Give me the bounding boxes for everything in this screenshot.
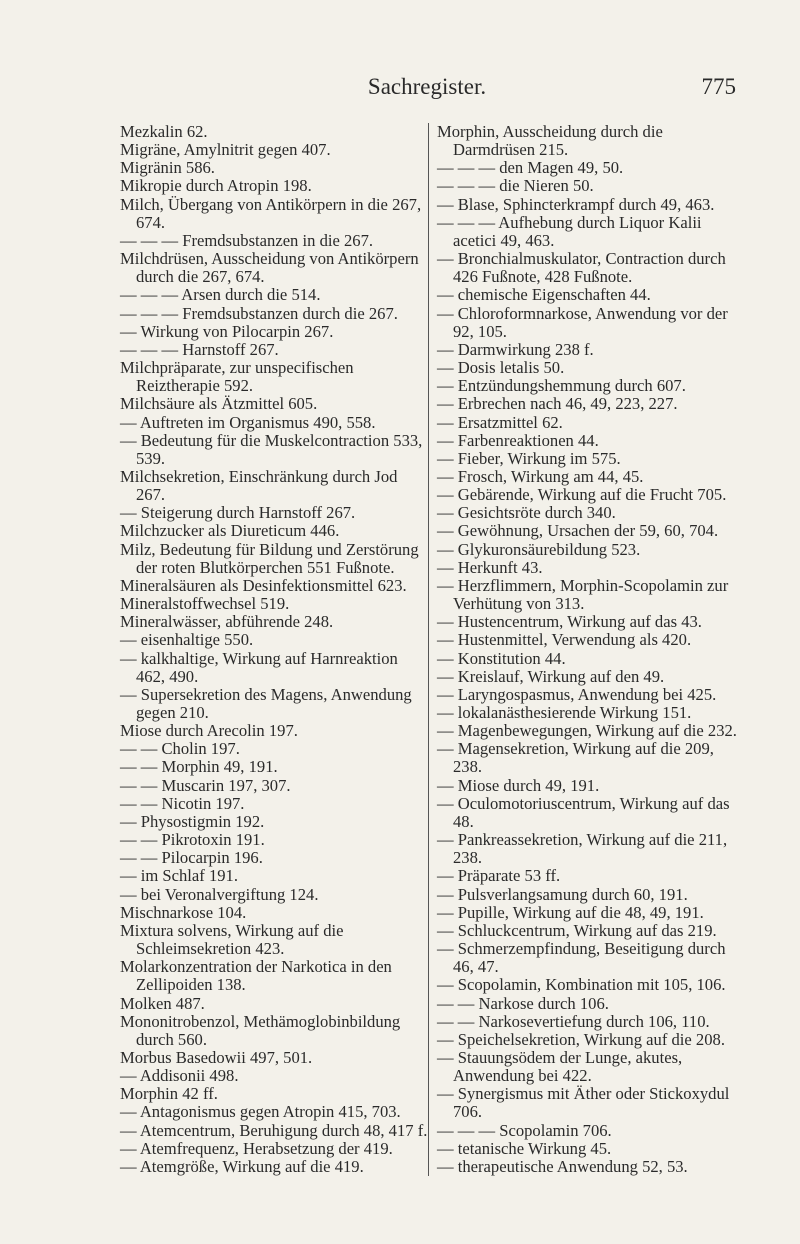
index-entry: — Scopolamin, Kombination mit 105, 106. — [437, 975, 726, 995]
index-entry: — — — Harnstoff 267. — [120, 339, 279, 359]
index-entry: — Gewöhnung, Ursachen der 59, 60, 704. — [437, 521, 719, 541]
index-entry: — Konstitution 44. — [437, 648, 566, 668]
index-entry: — Bedeutung für die Muskelcontraction 533, 539. — [120, 430, 423, 468]
index-entry: — — — Fremdsubstanzen durch die 267. — [120, 303, 398, 323]
index-entry: — Atemgröße, Wirkung auf die 419. — [120, 1156, 364, 1176]
page-header — [118, 74, 736, 104]
index-entry: — Schluckcentrum, Wirkung auf das 219. — [437, 920, 717, 940]
page-number: 775 — [701, 74, 736, 99]
index-entry: — Miose durch 49, 191. — [437, 775, 600, 795]
index-entry: — — — den Magen 49, 50. — [437, 158, 624, 178]
index-entry: — Physostigmin 192. — [120, 811, 265, 831]
index-entry: Mikropie durch Atropin 198. — [120, 176, 312, 196]
index-entry: — Atemcentrum, Beruhigung durch 48, 417 f. — [120, 1120, 428, 1140]
index-entry: — Pankreassekretion, Wirkung auf die 211, 238. — [437, 830, 728, 868]
index-entry: Milz, Bedeutung für Bildung und Zerstörung der roten Blutkörperchen 551 Fußnote. — [120, 539, 419, 577]
index-entry: — — — Arsen durch die 514. — [120, 285, 321, 305]
index-entry: — Speichelsekretion, Wirkung auf die 208. — [437, 1029, 725, 1049]
running-title: Sachregister. — [367, 74, 487, 99]
index-entry: — im Schlaf 191. — [120, 866, 238, 886]
index-entry: Morphin 42 ff. — [120, 1084, 218, 1104]
index-entry: — Pulsverlangsamung durch 60, 191. — [437, 884, 688, 904]
index-entry: — Steigerung durch Harnstoff 267. — [120, 503, 356, 523]
index-entry: — Frosch, Wirkung am 44, 45. — [437, 466, 644, 486]
index-entry: — Antagonismus gegen Atropin 415, 703. — [120, 1102, 401, 1122]
index-entry: — Herkunft 43. — [437, 557, 543, 577]
index-entry: — Bronchialmuskulator, Contraction durch 426 Fußnote, 428 Fußnote. — [437, 249, 726, 287]
index-entry: — Präparate 53 ff. — [437, 866, 561, 886]
index-entry: — Chloroformnarkose, Anwendung vor der 92, 105. — [437, 303, 728, 341]
index-entry: — kalkhaltige, Wirkung auf Harnreaktion 462, 490. — [120, 648, 398, 686]
index-entry: Migränin 586. — [120, 158, 215, 178]
index-entry: Milchzucker als Diureticum 446. — [120, 521, 340, 541]
index-entry: — — Muscarin 197, 307. — [120, 775, 291, 795]
index-entry: — Atemfrequenz, Herabsetzung der 419. — [120, 1138, 393, 1158]
index-entry: — Glykuronsäurebildung 523. — [437, 539, 641, 559]
index-entry: — tetanische Wirkung 45. — [437, 1138, 612, 1158]
index-entry: — Dosis letalis 50. — [437, 358, 565, 378]
index-entry: Milchsäure als Ätzmittel 605. — [120, 394, 318, 414]
index-entry: — Laryngospasmus, Anwendung bei 425. — [437, 684, 717, 704]
index-entry: — Addisonii 498. — [120, 1066, 239, 1086]
index-entry: — Ersatzmittel 62. — [437, 412, 563, 432]
index-entry: Milch, Übergang von Antikörpern in die 267, 674. — [120, 194, 422, 232]
index-entry: Miose durch Arecolin 197. — [120, 721, 298, 741]
index-entry: — — — Fremdsubstanzen in die 267. — [120, 230, 374, 250]
index-entry: Mononitrobenzol, Methämoglobinbildung durch 560. — [120, 1011, 401, 1049]
index-entry: — Herzflimmern, Morphin-Scopolamin zur Verhütung von 313. — [437, 575, 729, 614]
index-entry: — Hustencentrum, Wirkung auf das 43. — [437, 612, 702, 632]
index-entry: Mineralwässer, abführende 248. — [120, 612, 334, 632]
index-entry: — Stauungsödem der Lunge, akutes, Anwendung bei 422. — [437, 1047, 683, 1086]
index-entry: Mixtura solvens, Wirkung auf die Schleimsekretion 423. — [120, 920, 344, 959]
right-column — [428, 123, 743, 1176]
index-entry: — Fieber, Wirkung im 575. — [437, 448, 621, 468]
index-entry: — eisenhaltige 550. — [120, 630, 254, 650]
index-entry: — Farbenreaktionen 44. — [437, 430, 599, 450]
left-column — [120, 123, 430, 1176]
index-entry: — Schmerzempfindung, Beseitigung durch 46, 47. — [437, 939, 726, 977]
index-entry: — Wirkung von Pilocarpin 267. — [120, 321, 334, 341]
index-entry: Morphin, Ausscheidung durch die Darmdrüsen 215. — [437, 122, 663, 160]
index-entry: — — — die Nieren 50. — [437, 176, 594, 196]
index-entry: — chemische Eigenschaften 44. — [437, 285, 651, 305]
index-entry: — Hustenmittel, Verwendung als 420. — [437, 630, 692, 650]
index-entry: — — Narkose durch 106. — [437, 993, 609, 1013]
index-entry: — Kreislauf, Wirkung auf den 49. — [437, 666, 665, 686]
index-entry: — Magensekretion, Wirkung auf die 209, 238. — [437, 739, 714, 777]
index-entry: — bei Veronalvergiftung 124. — [120, 884, 319, 904]
index-entry: — Erbrechen nach 46, 49, 223, 227. — [437, 394, 678, 414]
index-entry: Migräne, Amylnitrit gegen 407. — [120, 140, 331, 160]
index-entry: — Darmwirkung 238 f. — [437, 339, 594, 359]
index-entry: Molken 487. — [120, 993, 205, 1013]
index-entry: — Auftreten im Organismus 490, 558. — [120, 412, 376, 432]
index-entry: — — Morphin 49, 191. — [120, 757, 278, 777]
index-entry: — Supersekretion des Magens, Anwendung gegen 210. — [120, 684, 412, 722]
index-entry: — Entzündungshemmung durch 607. — [437, 376, 686, 396]
index-entry: — — Cholin 197. — [120, 739, 240, 759]
index-entry: Milchdrüsen, Ausscheidung von Antikörpern durch die 267, 674. — [120, 249, 419, 287]
index-entry: — Synergismus mit Äther oder Stickoxydul 706. — [437, 1084, 730, 1122]
index-entry: Mezkalin 62. — [120, 122, 208, 141]
index-entry: — Pupille, Wirkung auf die 48, 49, 191. — [437, 902, 704, 922]
index-entry: — — — Aufhebung durch Liquor Kalii acetici 49, 463. — [437, 212, 702, 250]
index-entry: — — Nicotin 197. — [120, 793, 245, 813]
index-entry: — — Pilocarpin 196. — [120, 848, 263, 868]
index-entry: — therapeutische Anwendung 52, 53. — [437, 1156, 688, 1176]
index-entry: Mineralsäuren als Desinfektionsmittel 623. — [120, 575, 407, 595]
index-entry: Mischnarkose 104. — [120, 902, 247, 922]
index-entry: Milchpräparate, zur unspecifischen Reiztherapie 592. — [120, 358, 354, 396]
index-entry: Molarkonzentration der Narkotica in den Zellipoiden 138. — [120, 957, 392, 995]
index-entry: — — Narkosevertiefung durch 106, 110. — [437, 1011, 710, 1031]
index-entry: — Blase, Sphincterkrampf durch 49, 463. — [437, 194, 715, 214]
index-entry: — Oculomotoriuscentrum, Wirkung auf das 48. — [437, 793, 730, 831]
index-entry: Mineralstoffwechsel 519. — [120, 594, 290, 614]
index-entry: Morbus Basedowii 497, 501. — [120, 1047, 313, 1067]
index-entry: Milchsekretion, Einschränkung durch Jod 267. — [120, 466, 398, 505]
index-entry: — Gebärende, Wirkung auf die Frucht 705. — [437, 485, 727, 505]
index-entry: — — Pikrotoxin 191. — [120, 830, 265, 850]
index-entry: — Magenbewegungen, Wirkung auf die 232. — [437, 721, 737, 741]
index-entry: — Gesichtsröte durch 340. — [437, 503, 616, 523]
index-entry: — — — Scopolamin 706. — [437, 1120, 612, 1140]
index-entry: — lokalanästhesierende Wirkung 151. — [437, 703, 692, 722]
